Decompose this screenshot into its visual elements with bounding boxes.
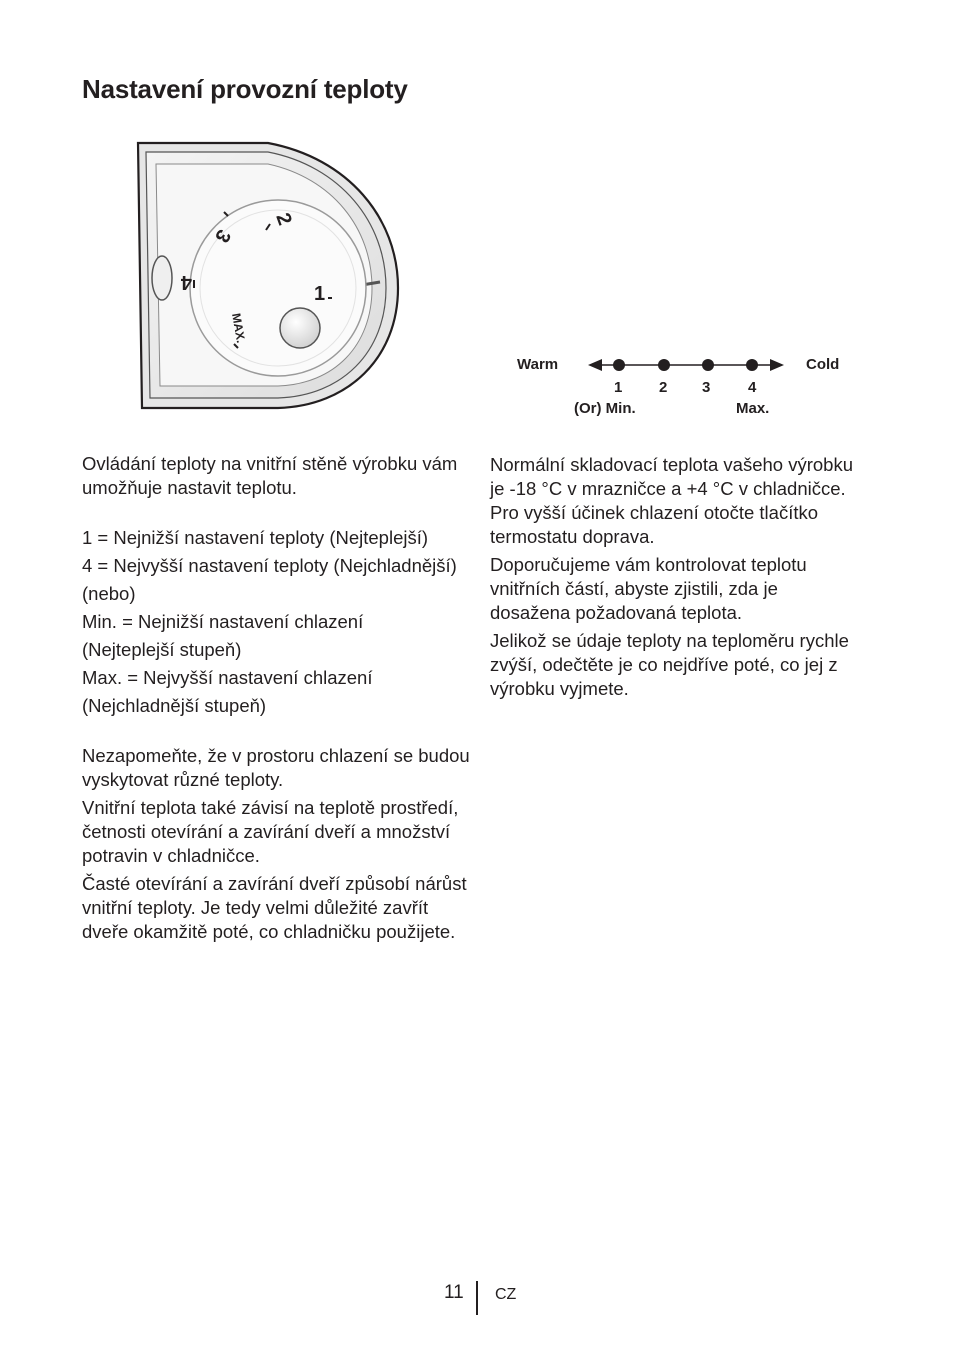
setting-line-3: (nebo): [82, 583, 136, 604]
paragraph-ambient: Vnitřní teplota také závisí na teplotě prostředí, četnosti otevírání a zavírání dveří a množství potravin v chladničce.: [82, 797, 459, 866]
dial-label-1: 1: [314, 283, 326, 305]
scale-warm-label: Warm: [517, 356, 559, 373]
dial-label-3: 3: [210, 225, 235, 247]
paragraph-check-temp: Doporučujeme vám kontrolovat teplotu vnitřních částí, abyste zjistili, zda je dosažena požadovaná teplota.: [490, 554, 807, 623]
setting-line-2: 4 = Nejvyšší nastavení teploty (Nejchladnější): [82, 555, 457, 576]
scale-min-label: (Or) Min.: [574, 400, 636, 417]
language-code: CZ: [495, 1286, 517, 1303]
temperature-scale: [512, 348, 852, 420]
thermostat-dial-illustration: [128, 138, 418, 418]
setting-line-4: Min. = Nejnižší nastavení chlazení: [82, 611, 364, 632]
paragraph-thermometer: Jelikož se údaje teploty na teploměru rychle zvýší, odečtěte je co nejdříve poté, co jej z výrobku vyjmete.: [490, 630, 849, 699]
setting-line-6: Max. = Nejvyšší nastavení chlazení: [82, 667, 373, 688]
scale-cold-label: Cold: [806, 356, 840, 373]
side-clip: [152, 256, 172, 300]
paragraph-temperatures: Nezapomeňte, že v prostoru chlazení se budou vyskytovat různé teploty.: [82, 745, 470, 790]
scale-max-label: Max.: [736, 400, 770, 417]
scale-dot-4: [746, 359, 758, 371]
scale-num-3: 3: [702, 379, 711, 396]
page-title: Nastavení provozní teploty: [82, 74, 408, 104]
setting-line-1: 1 = Nejnižší nastavení teploty (Nejteplejší): [82, 527, 429, 548]
scale-dot-2: [658, 359, 670, 371]
scale-arrow-right: [770, 359, 784, 371]
right-column: [490, 453, 860, 701]
dial-label-2: 2: [271, 210, 296, 229]
paragraph-door: Časté otevírání a zavírání dveří způsobí nárůst vnitřní teploty. Je tedy velmi důležité zavřít dveře okamžitě poté, co chladničku použijete.: [82, 873, 467, 942]
scale-num-4: 4: [748, 379, 757, 396]
paragraph-normal-temp: Normální skladovací teplota vašeho výrobku je -18 °C v mrazničce a +4 °C v chladničce. Pro vyšší účinek chlazení otočte tlačítko termostatu doprava.: [490, 454, 853, 547]
setting-line-5: (Nejteplejší stupeň): [82, 639, 242, 660]
scale-dot-3: [702, 359, 714, 371]
scale-num-2: 2: [659, 379, 668, 396]
scale-arrow-left: [588, 359, 602, 371]
scale-num-1: 1: [614, 379, 623, 396]
left-column: [82, 452, 472, 944]
page-number: 11: [444, 1282, 464, 1303]
scale-dot-1: [613, 359, 625, 371]
intro-text: Ovládání teploty na vnitřní stěně výrobku vám umožňuje nastavit teplotu.: [82, 453, 458, 498]
footer-divider: [476, 1281, 478, 1315]
dial-label-4: 4: [180, 271, 192, 293]
dial-knob: [280, 308, 320, 348]
setting-line-7: (Nejchladnější stupeň): [82, 695, 267, 716]
dial-label-max: MAX.: [229, 312, 249, 345]
